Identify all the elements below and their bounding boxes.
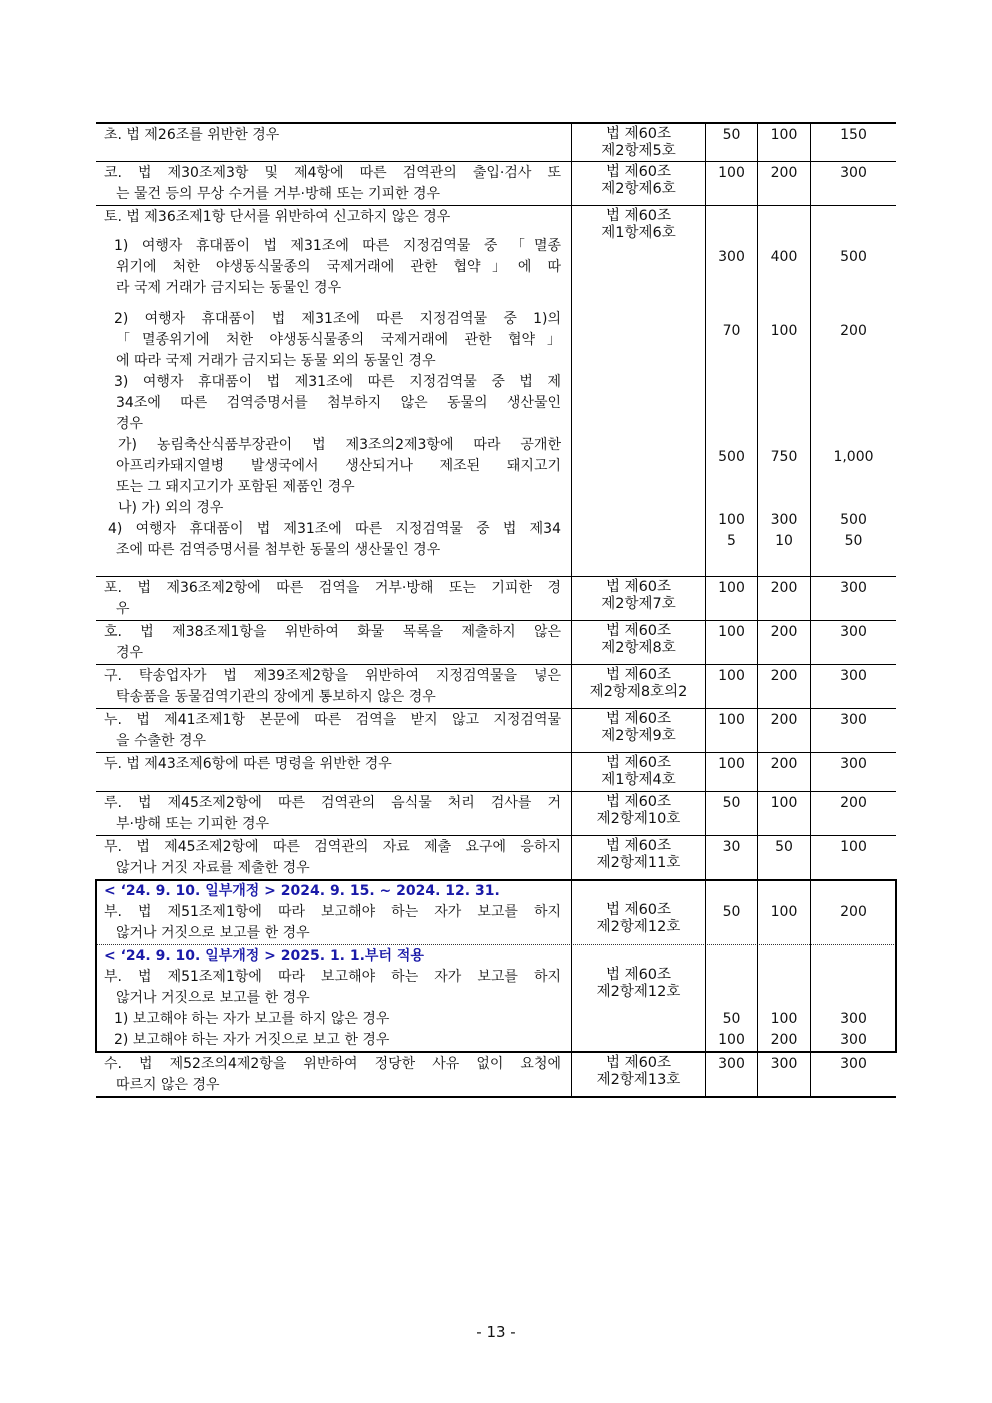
row-amount-third: 500 200 1,000 500 50 bbox=[810, 206, 896, 576]
row-amount-second: 100 200 bbox=[757, 945, 810, 1052]
amendment-notice: < ‘24. 9. 10. 일부개정 > 2025. 1. 1.부터 적용 bbox=[104, 948, 424, 964]
row-amount-first: 100 bbox=[705, 162, 757, 206]
row-law-reference: 법 제60조 제2항제7호 bbox=[571, 577, 705, 621]
row-amount-first: 100 bbox=[705, 577, 757, 621]
row-amount-third: 300 bbox=[810, 577, 896, 621]
row-law-reference: 법 제60조 제2항제11호 bbox=[571, 836, 705, 880]
row-law-reference: 법 제60조 제2항제12호 bbox=[571, 945, 705, 1052]
table-row bbox=[96, 836, 896, 880]
penalty-table bbox=[96, 122, 896, 1098]
table-row bbox=[96, 709, 896, 753]
amendment-notice: < ‘24. 9. 10. 일부개정 > 2024. 9. 15. ~ 2024. 12. 31. bbox=[104, 883, 500, 899]
row-description: 구. 탁송업자가 법 제39조제2항을 위반하여 지정검역물을 넣은 탁송품을 동물검역기관의 장에게 통보하지 않은 경우 bbox=[104, 668, 561, 705]
row-law-reference: 법 제60조 제2항제5호 bbox=[571, 124, 705, 161]
row-amount-third: 300 bbox=[810, 621, 896, 665]
row-description: 두. 법 제43조제6항에 따른 명령을 위반한 경우 bbox=[104, 756, 392, 772]
row-law-reference: 법 제60조 제2항제6호 bbox=[571, 162, 705, 206]
row-amount-third: 300 bbox=[810, 709, 896, 753]
row-amount-first: 50 bbox=[705, 880, 757, 945]
page-number: - 13 - bbox=[476, 1323, 516, 1341]
row-amount-third: 200 bbox=[810, 880, 896, 945]
table-row bbox=[96, 945, 896, 1052]
row-amount-first: 50 100 bbox=[705, 945, 757, 1052]
table-row bbox=[96, 621, 896, 665]
table-row bbox=[96, 162, 896, 206]
row-law-reference: 법 제60조 제2항제13호 bbox=[571, 1053, 705, 1097]
table-row bbox=[96, 206, 896, 577]
row-amount-third: 300 bbox=[810, 162, 896, 206]
table-row bbox=[96, 577, 896, 621]
row-amount-second: 200 bbox=[757, 709, 810, 753]
row-amount-third: 100 bbox=[810, 836, 896, 880]
row-amount-second: 200 bbox=[757, 162, 810, 206]
row-amount-third: 300 bbox=[810, 665, 896, 709]
table-row bbox=[96, 792, 896, 836]
table-row bbox=[96, 880, 896, 945]
row-amount-third: 150 bbox=[810, 124, 896, 161]
table-row bbox=[96, 753, 896, 792]
row-law-reference: 법 제60조 제2항제12호 bbox=[571, 880, 705, 945]
row-description: 토. 법 제36조제1항 단서를 위반하여 신고하지 않은 경우 1) 여행자 휴대품이 법 제31조에 따른 지정검역물 중 「멸종 위기에 처한 야생동식물종의 국제거래에 관한 협약」에 따 라 국제 거래가 금지되는 동물인 경우 2) 여행자 휴대품이 법 제31조에 따른 지정검역물 중 1)의 「멸종위기에 처한 야생동식물종의 국제거래에 관한 협약」 에 따라 국제 거래가 금지되는 동물 외의 동물인 경우 3) 여행자 휴대품이 법 제31조에 따른 지정검역물 중 법 제 34조에 따른 검역증명서를 첨부하지 않은 동물의 생산물인 경우 가) 농림축산식품부장관이 법 제3조의2제3항에 따라 공개한 아프리카돼지열병 발생국에서 생산되거나 제조된 돼지고기 또는 그 돼지고기가 포함된 제품인 경우 나) 가) 외의 경우 4) 여행자 휴대품이 법 제31조에 따른 지정검역물 중 법 제34 조에 따른 검역증명서를 첨부한 동물의 생산물인 경우 bbox=[104, 209, 561, 558]
row-amount-second: 200 bbox=[757, 621, 810, 665]
table-row bbox=[96, 1052, 896, 1098]
row-amount-third: 300 bbox=[810, 1053, 896, 1097]
row-amount-second: 50 bbox=[757, 836, 810, 880]
row-amount-first: 100 bbox=[705, 665, 757, 709]
amendment-section bbox=[96, 880, 896, 1052]
row-law-reference: 법 제60조 제2항제10호 bbox=[571, 792, 705, 836]
row-description: 초. 법 제26조를 위반한 경우 bbox=[104, 127, 280, 143]
row-description: < ‘24. 9. 10. 일부개정 > 2025. 1. 1.부터 적용 부. 법 제51조제1항에 따라 보고해야 하는 자가 보고를 하지 않거나 거짓으로 보고를 한 경우 1) 보고해야 하는 자가 보고를 하지 않은 경우 2) 보고해야 하는 자가 거짓으로 보고 한 경우 bbox=[104, 948, 561, 1048]
row-amount-first: 50 bbox=[705, 792, 757, 836]
row-description: 루. 법 제45조제2항에 따른 검역관의 음식물 처리 검사를 거 부·방해 또는 기피한 경우 bbox=[104, 795, 561, 832]
row-amount-first: 50 bbox=[705, 124, 757, 161]
row-amount-first: 100 bbox=[705, 621, 757, 665]
row-amount-first: 300 70 500 100 5 bbox=[705, 206, 757, 576]
row-description: 코. 법 제30조제3항 및 제4항에 따른 검역관의 출입·검사 또 는 물건 등의 무상 수거를 거부·방해 또는 기피한 경우 bbox=[104, 165, 561, 202]
row-amount-first: 300 bbox=[705, 1053, 757, 1097]
row-description: 누. 법 제41조제1항 본문에 따른 검역을 받지 않고 지정검역물 을 수출한 경우 bbox=[104, 712, 561, 749]
row-law-reference: 법 제60조 제2항제8호 bbox=[571, 621, 705, 665]
row-description: 무. 법 제45조제2항에 따른 검역관의 자료 제출 요구에 응하지 않거나 거짓 자료를 제출한 경우 bbox=[104, 839, 561, 876]
row-law-reference: 법 제60조 제1항제6호 bbox=[571, 206, 705, 576]
row-amount-first: 100 bbox=[705, 709, 757, 753]
row-amount-third: 300 300 bbox=[810, 945, 896, 1052]
table-row bbox=[96, 665, 896, 709]
row-description: 호. 법 제38조제1항을 위반하여 화물 목록을 제출하지 않은 경우 bbox=[104, 624, 561, 661]
row-amount-second: 400 100 750 300 10 bbox=[757, 206, 810, 576]
row-description: 수. 법 제52조의4제2항을 위반하여 정당한 사유 없이 요청에 따르지 않은 경우 bbox=[104, 1056, 561, 1093]
row-law-reference: 법 제60조 제2항제8호의2 bbox=[571, 665, 705, 709]
row-description: 포. 법 제36조제2항에 따른 검역을 거부·방해 또는 기피한 경 우 bbox=[104, 580, 561, 617]
row-amount-second: 100 bbox=[757, 880, 810, 945]
row-law-reference: 법 제60조 제1항제4호 bbox=[571, 753, 705, 791]
row-amount-second: 200 bbox=[757, 665, 810, 709]
row-amount-second: 200 bbox=[757, 753, 810, 791]
row-amount-second: 200 bbox=[757, 577, 810, 621]
row-amount-third: 200 bbox=[810, 792, 896, 836]
row-description: < ‘24. 9. 10. 일부개정 > 2024. 9. 15. ~ 2024. 12. 31. 부. 법 제51조제1항에 따라 보고해야 하는 자가 보고를 하지 않거나 거짓으로 보고를 한 경우 bbox=[104, 883, 561, 941]
row-amount-third: 300 bbox=[810, 753, 896, 791]
row-law-reference: 법 제60조 제2항제9호 bbox=[571, 709, 705, 753]
row-amount-second: 100 bbox=[757, 124, 810, 161]
table-row bbox=[96, 122, 896, 162]
row-amount-second: 300 bbox=[757, 1053, 810, 1097]
row-amount-second: 100 bbox=[757, 792, 810, 836]
row-amount-first: 30 bbox=[705, 836, 757, 880]
row-amount-first: 100 bbox=[705, 753, 757, 791]
